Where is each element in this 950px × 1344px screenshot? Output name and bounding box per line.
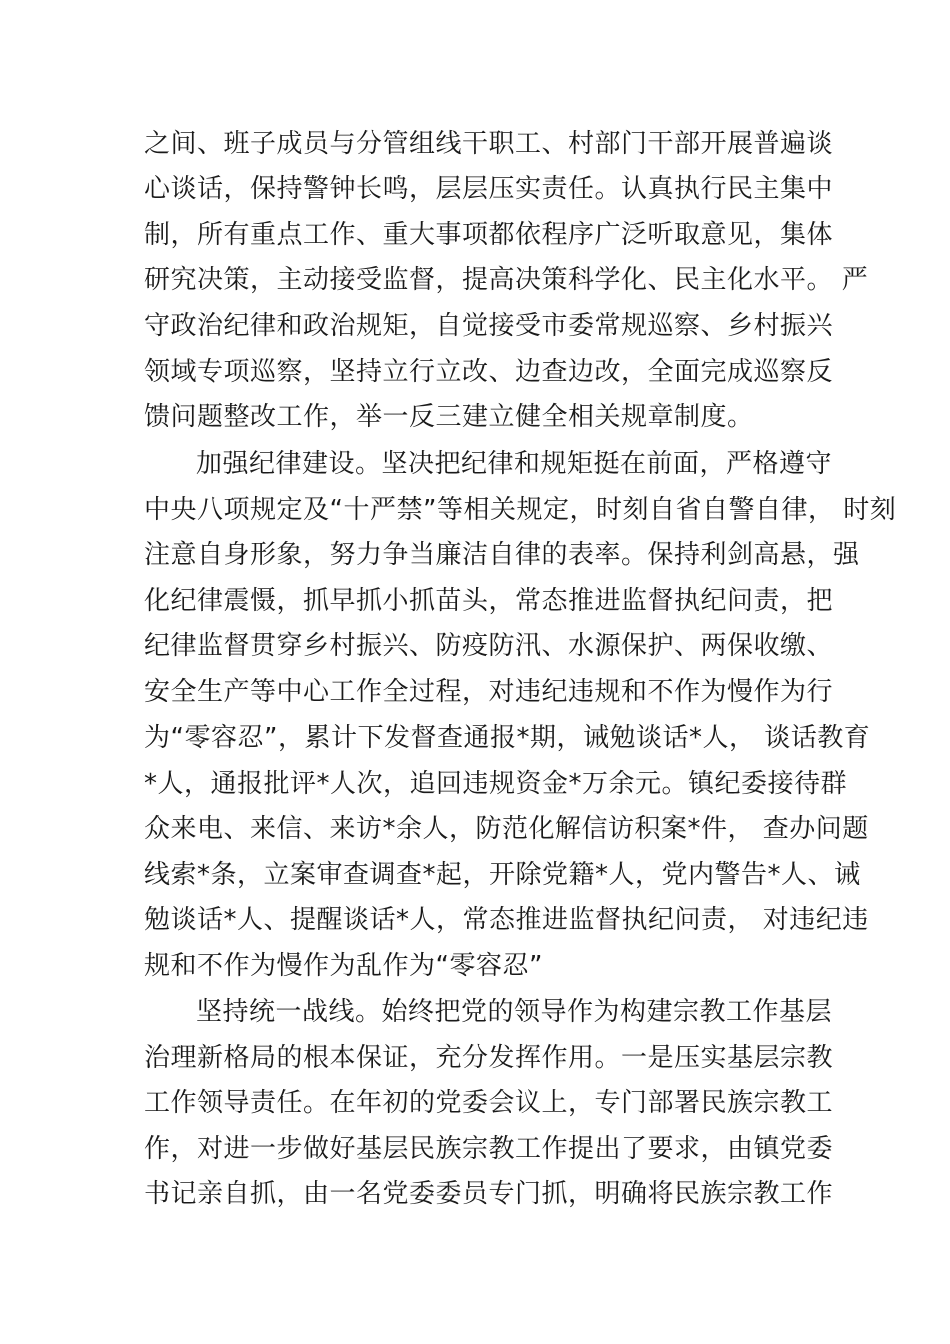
text-line: 领域专项巡察，坚持立行立改、边查边改，全面完成巡察反 [144,357,834,387]
text-line: 注意自身形象，努力争当廉洁自律的表率。保持利剑高悬，强 [144,540,860,570]
text-line: 安全生产等中心工作全过程，对违纪违规和不作为慢作为行 [144,677,834,707]
text-line: *人，通报批评*人次，追回违规资金*万余元。镇纪委接待群 [144,769,848,799]
text-line: 工作领导责任。在年初的党委会议上，专门部署民族宗教工 [144,1088,834,1118]
text-line: 众来电、来信、来访*余人，防范化解信访积案*件， 查办问题 [144,814,869,844]
text-line: 馈问题整改工作，举一反三建立健全相关规章制度。 [144,402,754,432]
text-line: 中央八项规定及“十严禁”等相关规定，时刻自省自警自律， 时刻 [144,495,897,525]
text-line: 规和不作为慢作为乱作为“零容忍” [144,951,543,981]
text-line: 勉谈话*人、提醒谈话*人，常态推进监督执纪问责， 对违纪违 [144,905,869,935]
text-line: 守政治纪律和政治规矩，自觉接受市委常规巡察、乡村振兴 [144,311,834,341]
text-line: 心谈话，保持警钟长鸣，层层压实责任。认真执行民主集中 [144,174,834,204]
text-line: 纪律监督贯穿乡村振兴、防疫防汛、水源保护、两保收缴、 [144,631,834,661]
paragraph-start-line: 加强纪律建设。坚决把纪律和规矩挺在前面，严格遵守 [196,449,833,479]
text-line: 之间、班子成员与分管组线干职工、村部门干部开展普遍谈 [144,129,834,159]
text-line: 作，对进一步做好基层民族宗教工作提出了要求，由镇党委 [144,1134,834,1164]
text-line: 制，所有重点工作、重大事项都依程序广泛听取意见，集体 [144,220,834,250]
text-line: 书记亲自抓，由一名党委委员专门抓，明确将民族宗教工作 [144,1179,834,1209]
text-line: 研究决策，主动接受监督，提高决策科学化、民主化水平。 严 [144,265,869,295]
text-line: 为“零容忍”，累计下发督查通报*期，诫勉谈话*人， 谈话教育 [144,723,871,753]
text-line: 治理新格局的根本保证，充分发挥作用。一是压实基层宗教 [144,1043,834,1073]
paragraph-start-line: 坚持统一战线。始终把党的领导作为构建宗教工作基层 [196,997,833,1027]
text-line: 线索*条，立案审查调查*起，开除党籍*人，党内警告*人、诫 [144,860,861,890]
text-line: 化纪律震慑，抓早抓小抓苗头，常态推进监督执纪问责，把 [144,586,834,616]
